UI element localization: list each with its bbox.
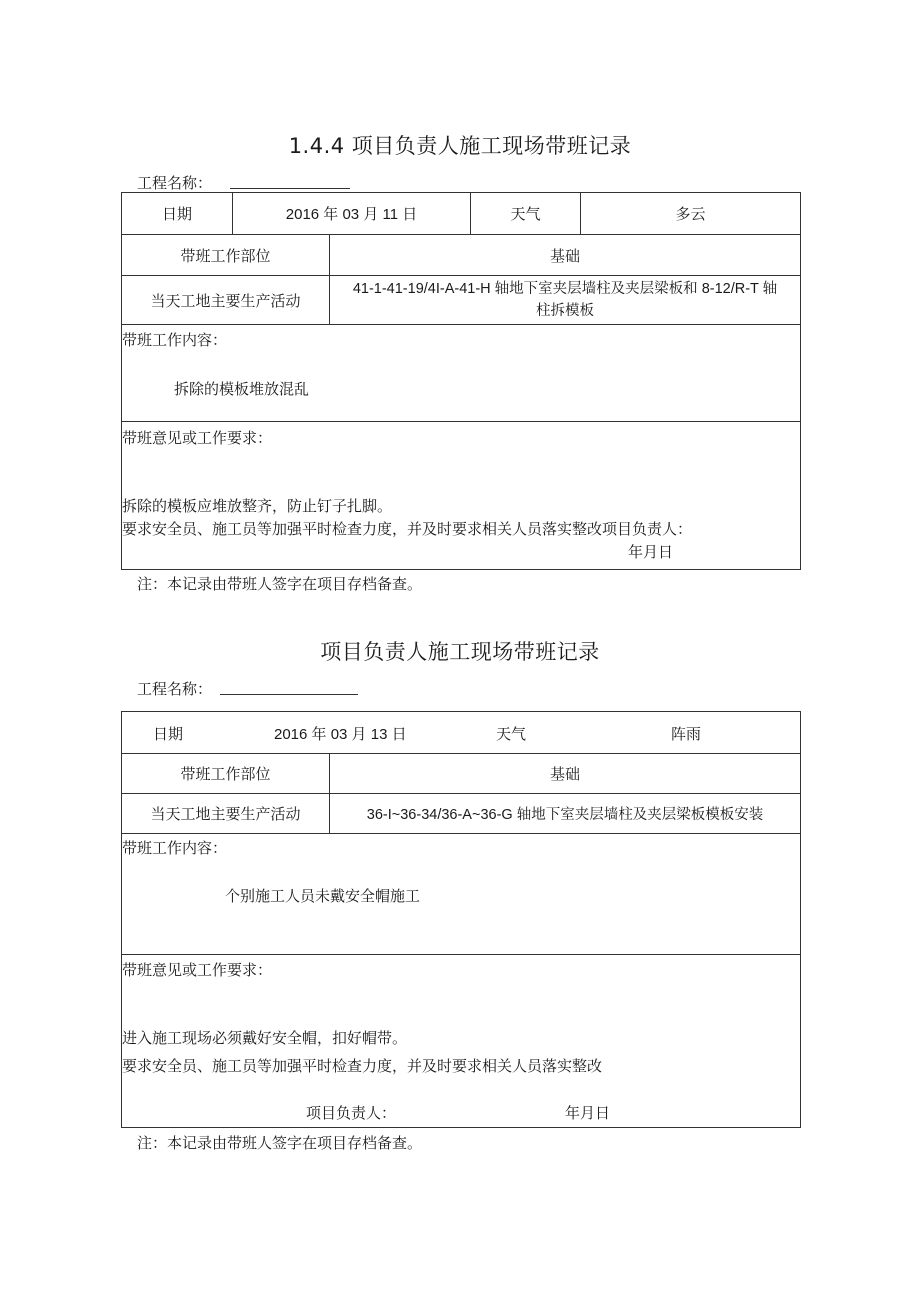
record2-signer-label: 项目负责人： — [306, 1104, 397, 1122]
record2-opinion-line2: 要求安全员、施工员等加强平时检查力度，并及时要求相关人员落实整改 — [122, 1057, 603, 1075]
record1-opinion-date: 年月日 — [628, 543, 674, 561]
record1-title: 1.4.4 项目负责人施工现场带班记录 — [288, 134, 632, 158]
record2-content-value: 个别施工人员未戴安全帽施工 — [225, 887, 421, 905]
record2-activity-label: 当天工地主要生产活动 — [122, 794, 330, 834]
record2-date-label: 日期 — [153, 725, 184, 743]
record1-project-name-field[interactable] — [230, 188, 350, 189]
record1-content-cell — [122, 325, 801, 422]
record1-opinion-cell — [122, 422, 801, 570]
record2-location-value: 基础 — [330, 754, 801, 794]
record2-opinion-line1: 进入施工现场必须戴好安全帽，扣好帽带。 — [122, 1029, 408, 1047]
record1-content-label: 带班工作内容： — [122, 331, 228, 349]
record2-weather-label: 天气 — [496, 725, 527, 743]
record1-activity-line1: 41-1-41-19/4I-A-41-H 轴地下室夹层墙柱及夹层梁板和 8-12/R-T 轴 — [352, 281, 778, 297]
record2-content-label: 带班工作内容： — [122, 839, 228, 857]
record2-content-cell — [122, 834, 801, 955]
record1-opinion-line2: 要求安全员、施工员等加强平时检查力度，并及时要求相关人员落实整改项目负责人： — [122, 520, 693, 538]
record2-opinion-cell — [122, 955, 801, 1128]
record1-activity-label: 当天工地主要生产活动 — [122, 276, 330, 325]
record2-opinion-label: 带班意见或工作要求： — [122, 961, 273, 979]
record1-location-label: 带班工作部位 — [122, 235, 330, 276]
record1-table — [121, 192, 801, 570]
record2-project-label: 工程名称： — [137, 680, 213, 698]
record2-date-value: 2016 年 03 月 13 日 — [274, 726, 407, 743]
record1-opinion-line1: 拆除的模板应堆放整齐，防止钉子扎脚。 — [122, 497, 393, 515]
record2-activity-value: 36-I~36-34/36-A~36-G 轴地下室夹层墙柱及夹层梁板模板安装 — [330, 794, 801, 834]
record1-date-label: 日期 — [122, 193, 233, 235]
record1-activity-line2: 柱拆模板 — [536, 303, 594, 319]
record2-note: 注：本记录由带班人签字在项目存档备查。 — [137, 1134, 423, 1152]
record1-content-value: 拆除的模板堆放混乱 — [174, 380, 310, 398]
record1-activity-value — [330, 276, 801, 325]
record2-location-label: 带班工作部位 — [122, 754, 330, 794]
record1-opinion-label: 带班意见或工作要求： — [122, 429, 273, 447]
record2-opinion-date: 年月日 — [565, 1104, 611, 1122]
record2-project-name-field[interactable] — [220, 694, 358, 695]
record1-note: 注：本记录由带班人签字在项目存档备查。 — [137, 575, 423, 593]
record1-location-value: 基础 — [330, 235, 801, 276]
record2-title: 项目负责人施工现场带班记录 — [320, 640, 600, 664]
record1-weather-label: 天气 — [471, 193, 581, 235]
record2-weather-value: 阵雨 — [671, 725, 702, 743]
record2-date-row — [122, 712, 801, 754]
record1-project-label: 工程名称： — [137, 174, 213, 192]
record1-weather-value: 多云 — [581, 193, 801, 235]
record2-table — [121, 711, 801, 1128]
record1-date-value: 2016 年 03 月 11 日 — [233, 193, 471, 235]
